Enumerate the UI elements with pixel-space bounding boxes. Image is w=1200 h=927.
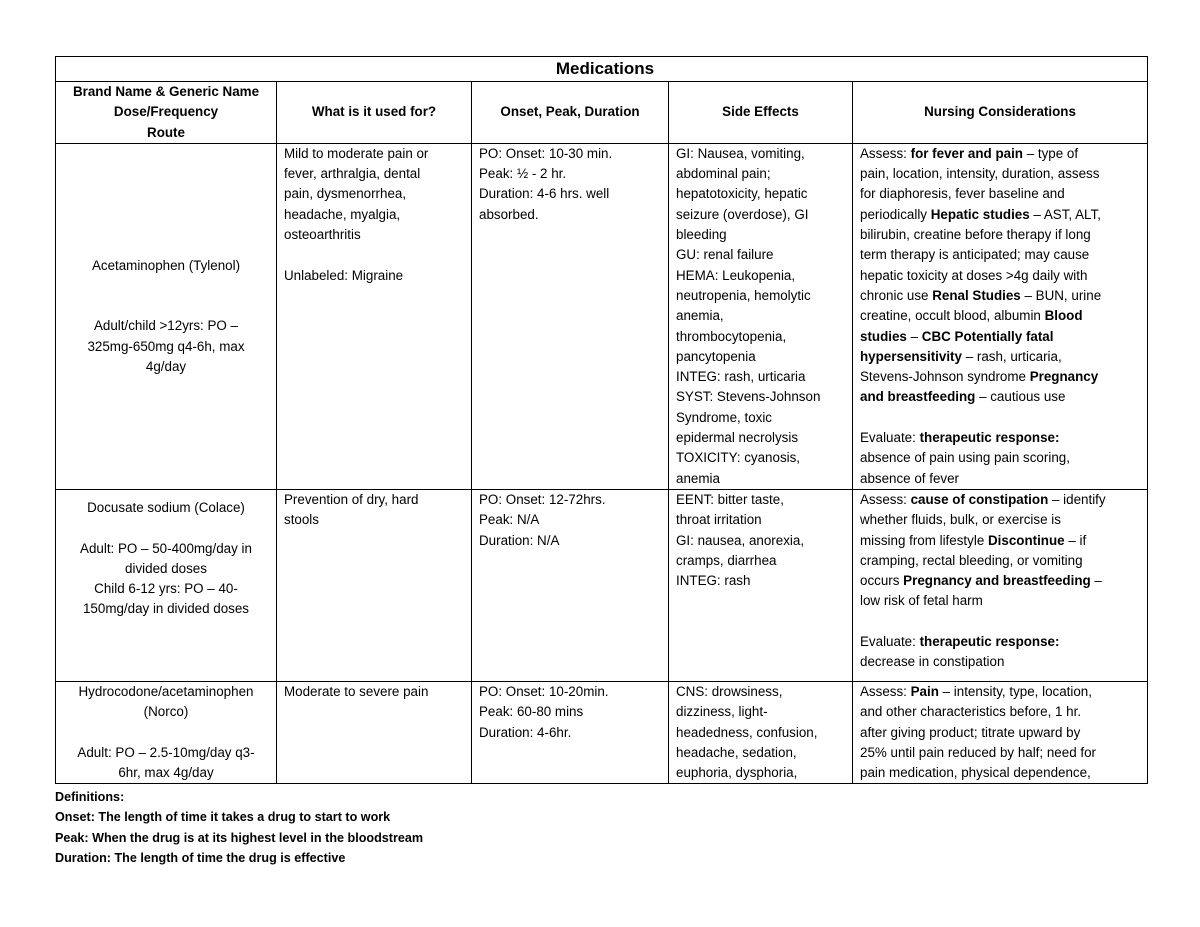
side-line: EENT: bitter taste,	[676, 491, 784, 507]
nursing-label: Assess:	[860, 491, 911, 507]
table-row	[56, 489, 1148, 681]
use-line: headache, myalgia,	[284, 206, 401, 222]
nursing-line: low risk of fetal harm	[860, 593, 983, 609]
side-line: GU: renal failure	[676, 247, 774, 263]
use-line: stools	[284, 512, 319, 528]
nursing-bold: cause of constipation	[910, 491, 1049, 507]
nursing-line: pain medication, physical dependence,	[860, 765, 1091, 781]
nursing-bold: Discontinue	[987, 532, 1065, 548]
side-line: TOXICITY: cyanosis,	[676, 450, 801, 466]
side-line: SYST: Stevens-Johnson	[676, 389, 821, 405]
drug-name: (Norco)	[143, 704, 189, 720]
nursing-bold: Renal Studies	[932, 287, 1021, 303]
side-line: pancytopenia	[676, 348, 756, 364]
drug-cell	[56, 489, 277, 681]
dose-line: 4g/day	[145, 359, 187, 374]
drug-name: Docusate sodium (Colace)	[87, 499, 245, 515]
dose-line: Adult: PO – 50-400mg/day in	[80, 540, 252, 556]
side-line: hepatotoxicity, hepatic	[676, 186, 808, 202]
side-effects-cell	[669, 143, 853, 489]
definitions	[55, 787, 1147, 868]
use-line: osteoarthritis	[284, 227, 361, 243]
nursing-text: – type of	[1022, 145, 1079, 161]
header-side-effects: Side Effects	[669, 82, 853, 144]
nursing-text: –	[906, 328, 922, 344]
side-line: CNS: drowsiness,	[676, 683, 783, 699]
nursing-text: chronic use	[860, 287, 933, 303]
nursing-bold: Pregnancy	[1029, 369, 1099, 385]
use-cell	[277, 681, 472, 783]
timing-line: Duration: N/A	[479, 532, 560, 548]
nursing-bold: therapeutic response:	[919, 634, 1060, 650]
nursing-bold: studies	[860, 328, 907, 344]
side-line: INTEG: rash	[676, 573, 751, 589]
nursing-bold: and breastfeeding	[860, 389, 976, 405]
nursing-label: Evaluate:	[860, 634, 920, 650]
side-line: anemia,	[676, 308, 724, 324]
nursing-bold: Pregnancy and breastfeeding	[903, 573, 1091, 589]
drug-cell	[56, 681, 277, 783]
table-row	[56, 143, 1148, 489]
side-effects-cell	[669, 681, 853, 783]
use-cell	[277, 143, 472, 489]
nursing-line: hepatic toxicity at doses >4g daily with	[860, 267, 1088, 283]
definition-duration: Duration: The length of time the drug is effective	[55, 850, 346, 865]
nursing-text: missing from lifestyle	[860, 532, 988, 548]
header-drug-line: Dose/Frequency	[113, 104, 219, 120]
nursing-text: – if	[1064, 532, 1087, 548]
side-line: GI: Nausea, vomiting,	[676, 145, 805, 161]
timing-line: Peak: 60-80 mins	[479, 704, 584, 720]
nursing-cell	[853, 143, 1148, 489]
nursing-text: – identify	[1048, 491, 1106, 507]
medications-table	[55, 56, 1148, 784]
nursing-line: term therapy is anticipated; may cause	[860, 247, 1090, 263]
nursing-line: absence of pain using pain scoring,	[860, 450, 1070, 466]
timing-line: Duration: 4-6 hrs. well	[479, 186, 610, 202]
side-line: INTEG: rash, urticaria	[676, 369, 806, 385]
nursing-text: – AST, ALT,	[1029, 206, 1101, 222]
side-line: throat irritation	[676, 512, 762, 528]
nursing-line: and other characteristics before, 1 hr.	[860, 704, 1082, 720]
side-line: bleeding	[676, 227, 727, 243]
header-drug-line: Route	[147, 124, 185, 140]
definitions-heading: Definitions:	[55, 789, 125, 804]
side-line: euphoria, dysphoria,	[676, 765, 798, 781]
side-line: headedness, confusion,	[676, 724, 818, 740]
header-timing: Onset, Peak, Duration	[472, 82, 669, 144]
dose-line: divided doses	[125, 560, 207, 576]
nursing-text: periodically	[860, 206, 931, 222]
drug-name: Hydrocodone/acetaminophen	[78, 683, 254, 699]
nursing-bold: therapeutic response:	[919, 430, 1060, 446]
use-extra: Unlabeled: Migraine	[284, 267, 404, 283]
dose-line: Child 6-12 yrs: PO – 40-	[94, 581, 238, 597]
nursing-cell	[853, 489, 1148, 681]
nursing-label: Assess:	[860, 145, 911, 161]
nursing-line: cramping, rectal bleeding, or vomiting	[860, 552, 1083, 568]
drug-cell	[56, 143, 277, 489]
side-line: thrombocytopenia,	[676, 328, 787, 344]
timing-line: absorbed.	[479, 206, 539, 222]
side-line: epidermal necrolysis	[676, 430, 799, 446]
dose-line: 150mg/day in divided doses	[82, 601, 249, 617]
dose-line: 325mg-650mg q4-6h, max	[87, 338, 245, 354]
timing-line: Duration: 4-6hr.	[479, 724, 572, 740]
timing-line: Peak: N/A	[479, 512, 540, 528]
use-line: Moderate to severe pain	[284, 683, 429, 699]
header-use: What is it used for?	[277, 82, 472, 144]
nursing-bold: hypersensitivity	[860, 348, 962, 364]
side-line: Syndrome, toxic	[676, 409, 773, 425]
medication-document	[55, 56, 1147, 868]
header-row	[56, 82, 1148, 144]
table-row	[56, 681, 1148, 783]
timing-cell	[472, 489, 669, 681]
nursing-text: – cautious use	[975, 389, 1066, 405]
nursing-text: – rash, urticaria,	[961, 348, 1062, 364]
dose-line: 6hr, max 4g/day	[118, 765, 214, 781]
timing-line: PO: Onset: 10-20min.	[479, 683, 609, 699]
timing-line: Peak: ½ - 2 hr.	[479, 166, 567, 182]
timing-cell	[472, 681, 669, 783]
nursing-line: bilirubin, creatine before therapy if long	[860, 227, 1091, 243]
nursing-line: for diaphoresis, fever baseline and	[860, 186, 1065, 202]
nursing-bold: Pain	[910, 683, 939, 699]
nursing-line: after giving product; titrate upward by	[860, 724, 1081, 740]
nursing-cell	[853, 681, 1148, 783]
nursing-bold: Hepatic studies	[930, 206, 1030, 222]
nursing-line: pain, location, intensity, duration, assess	[860, 166, 1100, 182]
nursing-bold: Blood	[1044, 308, 1083, 324]
definition-onset: Onset: The length of time it takes a drug to start to work	[55, 810, 391, 825]
side-line: cramps, diarrhea	[676, 552, 777, 568]
use-line: fever, arthralgia, dental	[284, 166, 421, 182]
side-effects-cell	[669, 489, 853, 681]
side-line: headache, sedation,	[676, 744, 797, 760]
side-line: neutropenia, hemolytic	[676, 287, 811, 303]
dose-line: Adult/child >12yrs: PO –	[93, 318, 239, 334]
nursing-bold: CBC Potentially fatal	[921, 328, 1054, 344]
timing-cell	[472, 143, 669, 489]
side-line: seizure (overdose), GI	[676, 206, 809, 222]
use-cell	[277, 489, 472, 681]
header-nursing: Nursing Considerations	[853, 82, 1148, 144]
nursing-text: – BUN, urine	[1020, 287, 1102, 303]
timing-line: PO: Onset: 10-30 min.	[479, 145, 613, 161]
side-line: GI: nausea, anorexia,	[676, 532, 805, 548]
nursing-line: absence of fever	[860, 470, 960, 486]
nursing-text: creatine, occult blood, albumin	[860, 308, 1045, 324]
nursing-line: whether fluids, bulk, or exercise is	[860, 512, 1061, 528]
nursing-text: Stevens-Johnson syndrome	[860, 369, 1030, 385]
definition-peak: Peak: When the drug is at its highest level in the bloodstream	[55, 830, 424, 845]
nursing-bold: for fever and pain	[910, 145, 1023, 161]
side-line: dizziness, light-	[676, 704, 768, 720]
nursing-line: 25% until pain reduced by half; need for	[860, 744, 1096, 760]
nursing-label: Evaluate:	[860, 430, 920, 446]
nursing-text: – intensity, type, location,	[938, 683, 1092, 699]
side-line: abdominal pain;	[676, 166, 771, 182]
table-title: Medications	[56, 57, 1148, 82]
nursing-label: Assess:	[860, 683, 911, 699]
timing-line: PO: Onset: 12-72hrs.	[479, 491, 606, 507]
use-line: Prevention of dry, hard	[284, 491, 419, 507]
use-line: pain, dysmenorrhea,	[284, 186, 407, 202]
dose-line: Adult: PO – 2.5-10mg/day q3-	[77, 744, 255, 760]
nursing-text: occurs	[860, 573, 904, 589]
nursing-line: decrease in constipation	[860, 654, 1005, 670]
header-drug-line: Brand Name & Generic Name	[72, 84, 260, 99]
header-drug	[56, 82, 277, 144]
use-line: Mild to moderate pain or	[284, 145, 429, 161]
side-line: HEMA: Leukopenia,	[676, 267, 796, 283]
drug-name: Acetaminophen (Tylenol)	[91, 257, 241, 273]
nursing-text: –	[1090, 573, 1102, 589]
side-line: anemia	[676, 470, 720, 486]
